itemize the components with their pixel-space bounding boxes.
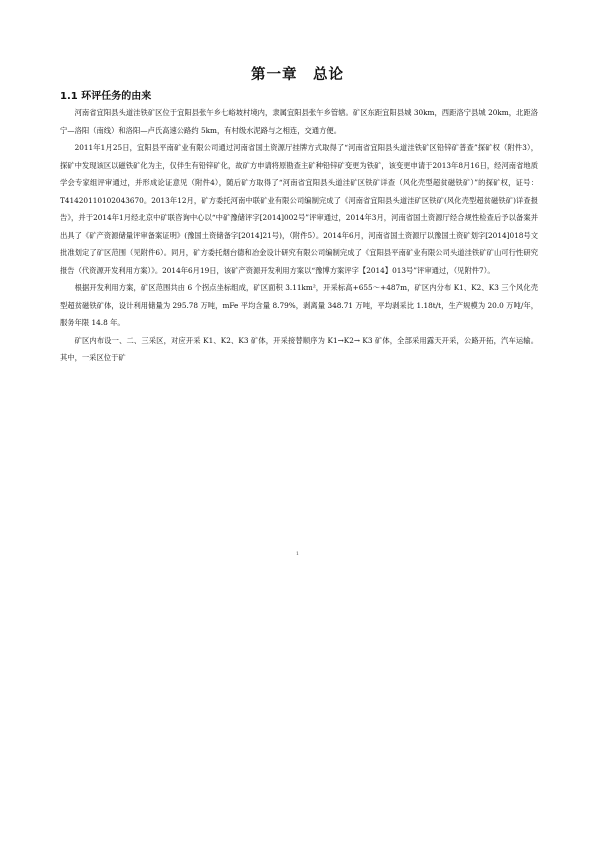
paragraph-history: 2011年1月25日，宜阳县平南矿业有限公司通过河南省国土资源厅挂牌方式取得了“河南省宜阳县头道洼铁矿区铅锌矿普查”探矿权（附件3），探矿中发现该区以磁铁矿化为主，仅伴生有铅锌矿化，故矿方申请将原勘查主矿种铅锌矿变更为铁矿，该变更申请于2013年8月16日，经河南省地质学会专家组评审通过，并形成论证意见（附件4），随后矿方取得了“河南省宜阳县头道洼矿区铁矿详查（风化壳型超贫磁铁矿）”的探矿权，证号：T41420110102043670。2013年12月，矿方委托河南中联矿业有限公司编制完成了《河南省宜阳县头道洼矿区铁矿(风化壳型超贫磁铁矿)详查报告》，并于2014年1月经北京中矿联咨询中心以“中矿豫储评字[2014]002号”评审通过，2014年3月，河南省国土资源厅经合规性检查后予以备案并出具了《矿产资源储量评审备案证明》(豫国土资储备字[2014]21号)，（附件5）。2014年6月，河南省国土资源厅以豫国土资矿划字[2014]018号文批准划定了矿区范围（见附件6）。同月，矿方委托烟台德和冶金设计研究有限公司编制完成了《宜阳县平南矿业有限公司头道洼铁矿矿山可行性研究报告（代资源开发利用方案）》。2014年6月19日，该矿产资源开发利用方案以“豫博方案评字【2014】013号”评审通过，（见附件7）。 bbox=[60, 143, 538, 275]
chapter-title: 第一章 总论 bbox=[251, 67, 344, 83]
paragraph-location: 河南省宜阳县头道洼铁矿区位于宜阳县张午乡七峪坡村境内，隶属宜阳县张午乡管辖。矿区东距宜阳县城 30km，西距洛宁县城 20km，北距洛宁—洛阳（南线）和洛阳—卢氏高速公路约 5km，有村级水泥路与之相连，交通方便。 bbox=[60, 108, 538, 135]
body-text bbox=[60, 104, 538, 367]
page-number: 1 bbox=[295, 551, 300, 557]
paragraph-mining-areas: 矿区内布设一、二、三采区，对应开采 K1、K2、K3 矿体，开采接替顺序为 K1→K2→ K3 矿体，全部采用露天开采，公路开拓，汽车运输。其中，一采区位于矿 bbox=[60, 335, 538, 362]
section-title: 1.1 环评任务的由来 bbox=[60, 91, 152, 102]
paragraph-development-plan: 根据开发利用方案，矿区范围共由 6 个拐点坐标组成，矿区面积 3.11km²，开采标高+655～+487m，矿区内分布 K1、K2、K3 三个风化壳型超贫磁铁矿体，设计利用储量为 295.78 万吨，mFe 平均含量 8.79%，剥离量 348.71 万吨，平均剥采比 1.18t/t，生产规模为 20.0 万吨/年，服务年限 14.8 年。 bbox=[60, 283, 538, 327]
